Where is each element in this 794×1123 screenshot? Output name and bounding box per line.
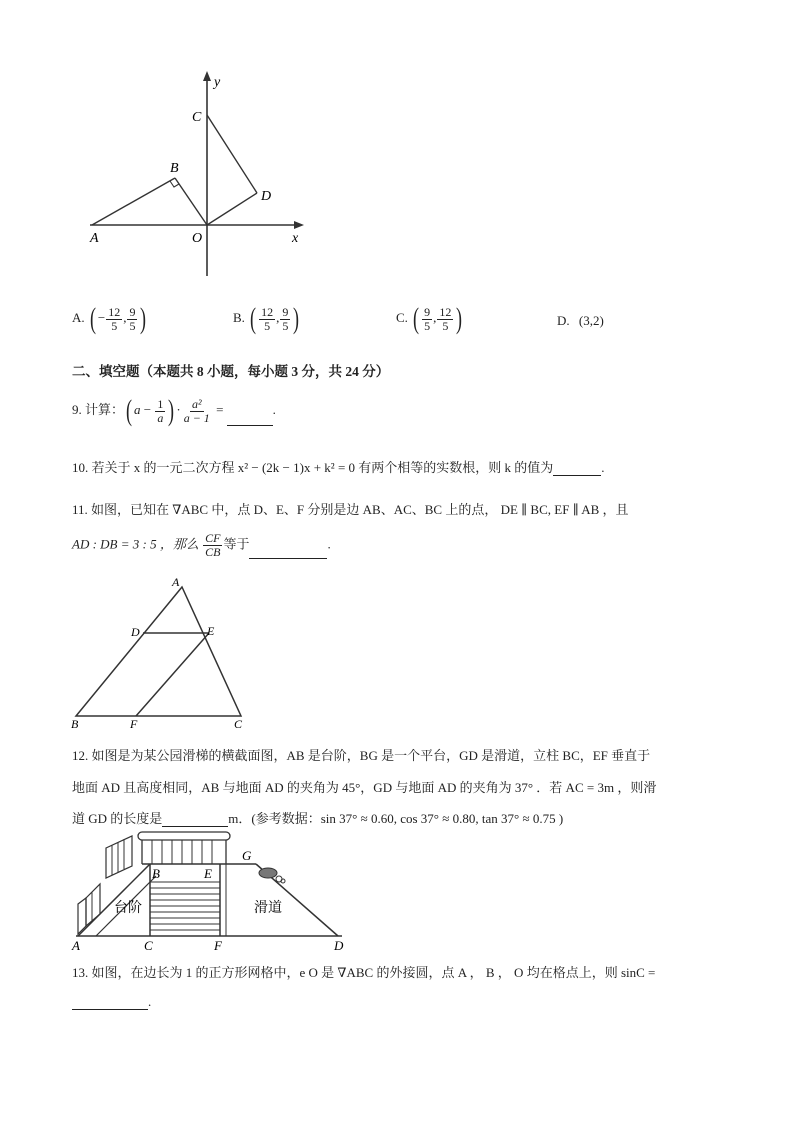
denominator: a − 1 — [183, 410, 210, 425]
period: . — [148, 994, 152, 1009]
question-13-line2 — [72, 994, 151, 1010]
answer-blank-10[interactable] — [553, 461, 601, 476]
point-label-a: A — [72, 938, 80, 953]
point-label-f: F — [214, 938, 222, 953]
question-12-line3 — [72, 808, 563, 827]
numerator: 12 — [108, 304, 121, 319]
x-axis-label: x — [292, 231, 299, 246]
right-paren: ) — [168, 394, 175, 427]
numerator: 1 — [157, 396, 164, 411]
question-12-line2: 地面 AD 且高度相同，AB 与地面 AD 的夹角为 45°，GD 与地面 AD 的夹角为 37° ．若 AC = 3m ，则滑 — [72, 780, 657, 795]
left-paren: ( — [413, 302, 420, 335]
equals: = — [216, 401, 224, 417]
option-c[interactable]: C. ( $\frac{9}{5}$ , $\frac{12}{5}$ ) — [396, 302, 463, 335]
point-label-f: F — [130, 717, 138, 731]
option-a-letter: A. — [72, 309, 85, 325]
point-label-b: B — [170, 161, 179, 176]
q10-text: 10. 若关于 x 的一元二次方程 x² − (2k − 1)x + k² = 0 有两个相等的实数根，则 k 的值为 — [72, 460, 554, 475]
q11-suffix: 等于 — [223, 536, 250, 552]
denominator: 5 — [282, 318, 289, 333]
option-d-letter: D. — [557, 313, 570, 328]
fraction — [203, 532, 222, 559]
point-label-a: A — [172, 575, 180, 589]
fraction — [127, 306, 137, 333]
var-a: a — [134, 401, 141, 417]
left-paren: ( — [126, 394, 133, 427]
y-axis-label: y — [214, 75, 221, 90]
left-paren: ( — [89, 302, 96, 335]
right-paren: ) — [140, 302, 147, 335]
slide-figure — [70, 826, 360, 956]
q12-line3b: m．(参考数据：sin 37° ≈ 0.60, cos 37° ≈ 0.80, tan 37° ≈ 0.75 ) — [228, 811, 564, 826]
option-c-letter: C. — [396, 309, 408, 325]
denominator: CB — [205, 545, 221, 559]
point-label-d: D — [131, 625, 140, 639]
question-11-line1: 11. 如图，已知在 ∇ABC 中，点 D、E、F 分别是边 AB、AC、BC 上的点， DE ∥ BC, EF ∥ AB ，且 — [72, 502, 629, 517]
denominator: a — [157, 410, 164, 425]
fraction — [106, 306, 122, 333]
denominator: 5 — [424, 318, 431, 333]
option-a[interactable]: A. ( − $\frac{12}{5}$ , $\frac{9}{5}$ ) — [72, 302, 147, 335]
q11-prefix: AD : DB = 3 : 5 ，那么 — [72, 536, 199, 552]
period: . — [601, 460, 605, 475]
steps-label: 台阶 — [114, 901, 142, 916]
fraction — [259, 306, 275, 333]
period: . — [327, 536, 331, 552]
answer-blank-12[interactable] — [162, 812, 228, 827]
numerator: CF — [205, 531, 221, 545]
option-a-sign: − — [97, 309, 106, 325]
coordinate-figure — [80, 68, 320, 283]
numerator: 9 — [129, 304, 136, 319]
denominator: 5 — [264, 318, 271, 333]
minus: − — [140, 401, 155, 417]
option-d[interactable] — [557, 313, 604, 329]
question-9 — [72, 396, 276, 426]
point-label-c: C — [192, 110, 202, 125]
point-label-e: E — [204, 866, 212, 881]
question-10 — [72, 457, 605, 476]
point-label-e: E — [207, 624, 215, 638]
question-13-line1: 13. 如图，在边长为 1 的正方形网格中，e O 是 ∇ABC 的外接圆，点 A ， B ， O 均在格点上，则 sinC = — [72, 965, 656, 980]
question-11-line2 — [72, 532, 331, 559]
answer-blank-9[interactable] — [227, 411, 273, 426]
numerator: a² — [191, 396, 202, 411]
period: . — [272, 401, 276, 417]
q12-line3a: 道 GD 的长度是 — [72, 811, 163, 826]
right-paren: ) — [456, 302, 463, 335]
point-label-b: B — [71, 717, 79, 731]
left-paren: ( — [250, 302, 257, 335]
denominator: 5 — [111, 318, 118, 333]
point-label-g: G — [242, 848, 252, 863]
fraction — [182, 398, 212, 425]
question-12-line1: 12. 如图是为某公园滑梯的横截面图，AB 是台阶，BG 是一个平台，GD 是滑道，立柱 BC，EF 垂直于 — [72, 748, 651, 763]
point-label-b: B — [152, 866, 160, 881]
triangle-figure — [66, 574, 256, 732]
section-heading: 二、填空题（本题共 8 小题，每小题 3 分，共 24 分） — [72, 364, 390, 379]
point-label-d: D — [261, 189, 272, 204]
answer-blank-13[interactable] — [72, 995, 148, 1010]
point-label-c: C — [234, 717, 243, 731]
point-label-d: D — [334, 938, 344, 953]
denominator: 5 — [129, 318, 136, 333]
option-b[interactable]: B. ( $\frac{12}{5}$ , $\frac{9}{5}$ ) — [233, 302, 300, 335]
denominator: 5 — [442, 318, 449, 333]
option-d-value: (3,2) — [578, 313, 604, 328]
answer-blank-11[interactable] — [249, 544, 327, 559]
fraction — [280, 306, 290, 333]
slide-label: 滑道 — [254, 901, 282, 916]
point-label-o: O — [192, 231, 203, 246]
numerator: 9 — [424, 304, 431, 319]
dot: · — [176, 401, 181, 417]
numerator: 12 — [261, 304, 274, 319]
point-label-c: C — [144, 938, 153, 953]
fraction — [437, 306, 453, 333]
fraction — [155, 398, 165, 425]
q9-label: 9. 计算： — [72, 401, 125, 417]
numerator: 9 — [282, 304, 289, 319]
right-paren: ) — [293, 302, 300, 335]
point-label-a: A — [90, 231, 99, 246]
option-b-letter: B. — [233, 309, 245, 325]
fraction — [422, 306, 432, 333]
numerator: 12 — [439, 304, 452, 319]
